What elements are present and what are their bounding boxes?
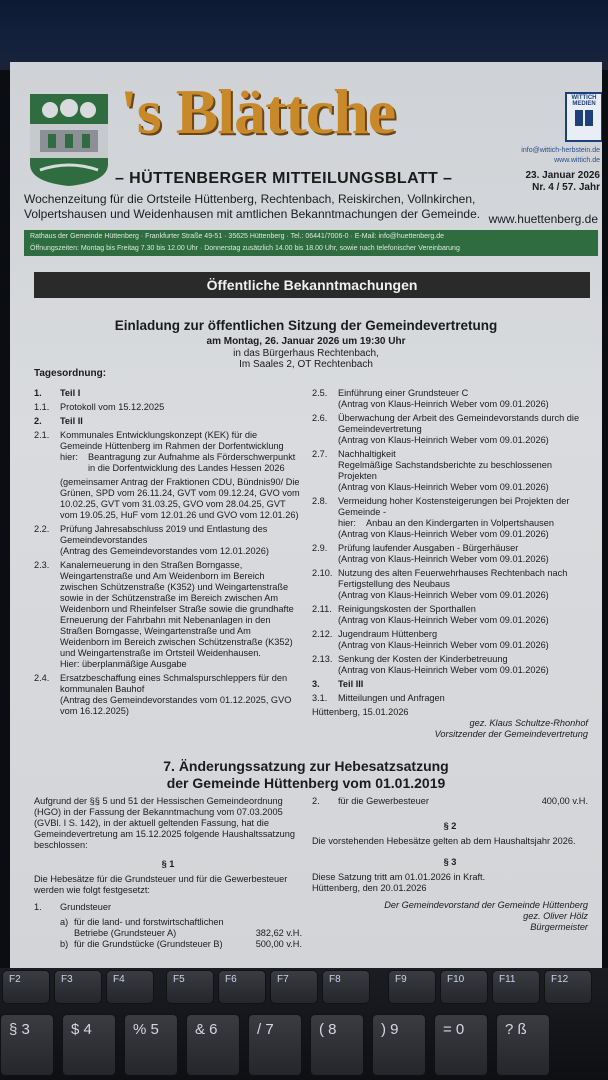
key-f10[interactable]: F10 bbox=[440, 970, 488, 1004]
key-f7[interactable]: F7 bbox=[270, 970, 318, 1004]
ordinance-title-2: der Gemeinde Hüttenberg vom 01.01.2019 bbox=[166, 775, 446, 791]
background-top bbox=[0, 0, 608, 70]
item-value: 400,00 v.H. bbox=[541, 796, 588, 806]
agenda-item bbox=[312, 693, 588, 704]
key-f2[interactable]: F2 bbox=[2, 970, 50, 1004]
invitation-place-1: in das Bürgerhaus Rechtenbach, bbox=[233, 348, 379, 359]
agenda-item bbox=[312, 388, 588, 399]
key-8[interactable]: ( 8 bbox=[310, 1014, 364, 1076]
agenda-item-note bbox=[312, 518, 588, 529]
key-f3[interactable]: F3 bbox=[54, 970, 102, 1004]
item-text: Prüfung Jahresabschluss 2019 und Entlastung des Gemeindevorstandes bbox=[60, 524, 268, 545]
agenda-item bbox=[312, 568, 588, 590]
agenda-item-request: (Antrag von Klaus-Heinrich Weber vom 09.01.2026) bbox=[338, 665, 549, 675]
subitem-text: für die land- und forstwirtschaftlichen Betriebe (Grundsteuer A) bbox=[74, 917, 224, 938]
item-text: Kanalerneuerung in den Straßen Borngasse, Weingartenstraße und Am Weidenborn im Bereich zwischen Schützenstraße (K352) und Weingartenstraße sowie in der Schützenstraße im Bereich zwischen Am Weidenborn und Rheinfelser Straße sowie die grundhafte Erneuerung der Fahrbahn mit Nebenanlagen in den Straßen Borngasse, Weingartenstraße und Am Weidenborn im Bereich zwischen Schützenstraße (K352) und Weingartenstraße im Ortsteil Weidenhausen. bbox=[60, 560, 294, 658]
agenda-label: Tagesordnung: bbox=[34, 368, 107, 379]
item-number: 3. bbox=[312, 679, 320, 689]
subitem-value: 500,00 v.H. bbox=[255, 939, 302, 949]
item-text: Teil II bbox=[60, 416, 83, 426]
agenda-item-request: (Antrag des Gemeindevorstandes vom 12.01.2026) bbox=[60, 546, 269, 556]
item-text: Jugendraum Hüttenberg bbox=[338, 629, 438, 639]
note-label: hier: bbox=[338, 518, 356, 528]
subitem-value: 382,62 v.H. bbox=[255, 928, 302, 938]
invitation-place-date: Hüttenberg, 15.01.2026 bbox=[312, 707, 409, 717]
issue-number: Nr. 4 / 57. Jahr bbox=[532, 182, 600, 193]
newspaper-page bbox=[10, 62, 602, 980]
key-9[interactable]: ) 9 bbox=[372, 1014, 426, 1076]
key-7[interactable]: / 7 bbox=[248, 1014, 302, 1076]
note-text: Beantragung zur Aufnahme als Förderschwerpunkt in die Dorfentwicklung des Landes Hessen 2026 bbox=[88, 452, 296, 473]
ordinance-left-column bbox=[34, 796, 302, 950]
publisher-contact bbox=[498, 146, 600, 166]
agenda-item bbox=[312, 543, 588, 554]
section-header: Öffentliche Bekanntmachungen bbox=[34, 272, 590, 298]
agenda-item-request: (Antrag von Klaus-Heinrich Weber vom 09.01.2026) bbox=[338, 590, 549, 600]
invitation-signature-role: Vorsitzender der Gemeindevertretung bbox=[434, 729, 588, 739]
agenda-item bbox=[34, 402, 302, 413]
agenda-item-request: (Antrag des Gemeindevorstandes vom 01.12.2025, GVO vom 16.12.2025) bbox=[60, 695, 292, 716]
item-text: Senkung der Kosten der Kinderbetreuung bbox=[338, 654, 508, 664]
key-f4[interactable]: F4 bbox=[106, 970, 154, 1004]
issue-date-block bbox=[490, 170, 600, 194]
agenda-item bbox=[34, 560, 302, 659]
item-number: 2.13. bbox=[312, 654, 333, 664]
ordinance-item bbox=[312, 796, 588, 807]
item-text: Überwachung der Arbeit des Gemeindevorstands durch die Gemeindevertretung bbox=[338, 413, 580, 434]
publisher-logo bbox=[565, 92, 602, 142]
item-text: Vermeidung hoher Kostensteigerungen bei Projekten der Gemeinde - bbox=[338, 496, 570, 517]
subitem-label: b) bbox=[60, 939, 69, 949]
agenda-item bbox=[312, 679, 588, 690]
agenda-item bbox=[312, 604, 588, 615]
paragraph-3-heading: § 3 bbox=[443, 857, 457, 867]
publisher-email: info@wittich-herbstein.de bbox=[521, 147, 600, 154]
agenda-item bbox=[34, 430, 302, 452]
key-f6[interactable]: F6 bbox=[218, 970, 266, 1004]
paragraph-2-text: Die vorstehenden Hebesätze gelten ab dem Haushaltsjahr 2026. bbox=[312, 836, 576, 846]
publisher-logo-text: WITTICH MEDIEN bbox=[571, 95, 597, 107]
item-number: 2.10. bbox=[312, 568, 333, 578]
agenda-item bbox=[34, 524, 302, 546]
ordinance-title-1: 7. Änderungssatzung zur Hebesatzsatzung bbox=[163, 758, 449, 774]
item-text: für die Gewerbesteuer bbox=[338, 796, 429, 806]
town-hall-hours: Öffnungszeiten: Montag bis Freitag 7.30 bis 12.00 Uhr · Donnerstag zusätzlich 14.00 bis 18.00 Uhr, sowie nach telefonischer Vereinbarung bbox=[30, 245, 460, 252]
item-text: Teil I bbox=[60, 388, 81, 398]
key-f12[interactable]: F12 bbox=[544, 970, 592, 1004]
masthead-description: Wochenzeitung für die Ortsteile Hüttenberg, Rechtenbach, Reiskirchen, Vollnkirchen, Volpertshausen und Weidenhausen mit amtlichen Bekanntmachungen der Gemeinde. bbox=[24, 192, 481, 221]
key-4[interactable]: $ 4 bbox=[62, 1014, 116, 1076]
masthead-subtitle: – HÜTTENBERGER MITTEILUNGSBLATT – bbox=[115, 170, 453, 187]
ordinance-intro: Aufgrund der §§ 5 und 51 der Hessischen Gemeindeordnung (HGO) in der Fassung der Bekanntmachung vom 07.03.2005 (GVBl. I S. 142), in der aktuell geltenden Fassung, hat die Gemeindevertretung am 15.12.2025 folgende Haushaltssatzung beschlossen: bbox=[34, 796, 295, 850]
town-hall-address: Rathaus der Gemeinde Hüttenberg · Frankfurter Straße 49-51 · 35625 Hüttenberg · Tel.: 06441/7006-0 · E-Mail: info@huettenberg.de bbox=[30, 233, 444, 240]
item-text: Nachhaltigkeit bbox=[338, 449, 396, 459]
key-f8[interactable]: F8 bbox=[322, 970, 370, 1004]
item-text: Nutzung des alten Feuerwehrhauses Rechtenbach nach Fertigstellung des Neubaus bbox=[338, 568, 568, 589]
item-number: 2.3. bbox=[34, 560, 50, 570]
item-number: 1.1. bbox=[34, 402, 50, 412]
ordinance-signature-name: gez. Oliver Hölz bbox=[523, 911, 588, 921]
paragraph-3-text: Diese Satzung tritt am 01.01.2026 in Kraft. bbox=[312, 872, 486, 882]
item-number: 2.1. bbox=[34, 430, 50, 440]
paragraph-1-heading: § 1 bbox=[161, 859, 175, 869]
note-label: hier: bbox=[60, 452, 78, 462]
item-number: 2.7. bbox=[312, 449, 328, 459]
agenda-item-request: (Antrag von Klaus-Heinrich Weber vom 09.01.2026) bbox=[338, 435, 549, 445]
key-sz[interactable]: ? ß bbox=[496, 1014, 550, 1076]
item-text: Mitteilungen und Anfragen bbox=[338, 693, 445, 703]
agenda-item bbox=[312, 629, 588, 640]
paragraph-3-place: Hüttenberg, den 20.01.2026 bbox=[312, 883, 427, 893]
agenda-item-request: (Antrag von Klaus-Heinrich Weber vom 09.01.2026) bbox=[338, 615, 549, 625]
agenda-item-subtitle: Regelmäßige Sachstandsberichte zu beschlossenen Projekten bbox=[338, 460, 552, 481]
masthead-title: 's Blättche bbox=[120, 76, 396, 147]
agenda-item bbox=[312, 413, 588, 435]
paragraph-1-text: Die Hebesätze für die Grundsteuer und für die Gewerbesteuer werden wie folgt festgesetzt: bbox=[34, 874, 288, 895]
item-text: Prüfung laufender Ausgaben - Bürgerhäuser bbox=[338, 543, 519, 553]
item-number: 2.5. bbox=[312, 388, 328, 398]
agenda-item-request: (Antrag von Klaus-Heinrich Weber vom 09.01.2026) bbox=[338, 640, 549, 650]
ordinance-subitem bbox=[34, 939, 302, 950]
note-text: Anbau an den Kindergarten in Volpertshausen bbox=[366, 518, 554, 528]
municipal-crest-icon bbox=[30, 94, 108, 186]
agenda-item-note bbox=[34, 452, 302, 474]
item-number: 2.4. bbox=[34, 673, 50, 683]
key-f5[interactable]: F5 bbox=[166, 970, 214, 1004]
key-5[interactable]: % 5 bbox=[124, 1014, 178, 1076]
agenda-item bbox=[312, 654, 588, 665]
town-hall-info-bar bbox=[24, 230, 598, 256]
key-f9[interactable]: F9 bbox=[388, 970, 436, 1004]
issue-date: 23. Januar 2026 bbox=[525, 170, 600, 181]
agenda-item bbox=[312, 449, 588, 460]
agenda-item-note: Hier: überplanmäßige Ausgabe bbox=[60, 659, 187, 669]
item-text: Reinigungskosten der Sporthallen bbox=[338, 604, 476, 614]
item-number: 2.9. bbox=[312, 543, 328, 553]
paragraph-2-heading: § 2 bbox=[443, 821, 457, 831]
agenda-item bbox=[34, 416, 302, 427]
invitation-place-2: Im Saales 2, OT Rechtenbach bbox=[239, 359, 373, 370]
key-3[interactable]: § 3 bbox=[0, 1014, 54, 1076]
agenda-item bbox=[312, 496, 588, 518]
key-0[interactable]: = 0 bbox=[434, 1014, 488, 1076]
subitem-label: a) bbox=[60, 917, 69, 927]
item-number: 2.12. bbox=[312, 629, 333, 639]
ordinance-subitem bbox=[34, 917, 302, 939]
ordinance-signature-role: Bürgermeister bbox=[530, 922, 588, 932]
item-text: Ersatzbeschaffung eines Schmalspurschleppers für den kommunalen Bauhof bbox=[60, 673, 288, 694]
keyboard bbox=[0, 968, 608, 1080]
website-link: www.huettenberg.de bbox=[488, 212, 598, 226]
ordinance-right-column bbox=[312, 796, 588, 933]
item-number: 2. bbox=[34, 416, 42, 426]
agenda-item-request: (Antrag von Klaus-Heinrich Weber vom 09.01.2026) bbox=[338, 482, 549, 492]
agenda-item bbox=[34, 388, 302, 399]
item-number: 2. bbox=[312, 796, 320, 806]
item-number: 2.8. bbox=[312, 496, 328, 506]
agenda-item bbox=[34, 673, 302, 695]
invitation-signature-name: gez. Klaus Schultze-Rhonhof bbox=[469, 718, 588, 728]
item-text: Protokoll vom 15.12.2025 bbox=[60, 402, 165, 412]
item-number: 2.11. bbox=[312, 604, 332, 614]
item-text: Kommunales Entwicklungskonzept (KEK) für die Gemeinde Hüttenberg im Rahmen der Dorfentwicklung bbox=[60, 430, 284, 451]
agenda-right-column bbox=[312, 388, 588, 740]
agenda-item-request: (Antrag von Klaus-Heinrich Weber vom 09.01.2026) bbox=[338, 529, 549, 539]
item-number: 2.2. bbox=[34, 524, 50, 534]
invitation-title: Einladung zur öffentlichen Sitzung der Gemeindevertretung bbox=[114, 318, 498, 333]
subitem-text: für die Grundstücke (Grundsteuer B) bbox=[74, 939, 223, 949]
agenda-item-request: (Antrag von Klaus-Heinrich Weber vom 09.01.2026) bbox=[338, 554, 549, 564]
item-number: 1. bbox=[34, 388, 42, 398]
item-number: 1. bbox=[34, 902, 42, 912]
item-number: 2.6. bbox=[312, 413, 328, 423]
ordinance-signature-org: Der Gemeindevorstand der Gemeinde Hüttenberg bbox=[384, 900, 588, 910]
agenda-item-request: (Antrag von Klaus-Heinrich Weber vom 09.01.2026) bbox=[338, 399, 549, 409]
agenda-left-column bbox=[34, 388, 302, 717]
ordinance-item bbox=[34, 902, 302, 913]
key-6[interactable]: & 6 bbox=[186, 1014, 240, 1076]
key-f11[interactable]: F11 bbox=[492, 970, 540, 1004]
item-text: Einführung einer Grundsteuer C bbox=[338, 388, 469, 398]
agenda-item-request: (gemeinsamer Antrag der Fraktionen CDU, Bündnis90/ Die Grünen, SPD vom 26.11.24, GVT vom 09.12.24, GVO vom 10.02.25, GVT vom 31.03.25, GVO vom 28.04.25, GVT vom 19.05.25, HuF vom 12.01.26 und GVO vom 12.01.26) bbox=[60, 477, 300, 520]
publisher-book-icon bbox=[574, 108, 594, 128]
item-number: 3.1. bbox=[312, 693, 328, 703]
publisher-web: www.wittich.de bbox=[554, 157, 600, 164]
invitation-date: am Montag, 26. Januar 2026 um 19:30 Uhr bbox=[206, 336, 406, 347]
item-text: Teil III bbox=[338, 679, 364, 689]
item-text: Grundsteuer bbox=[60, 902, 112, 912]
